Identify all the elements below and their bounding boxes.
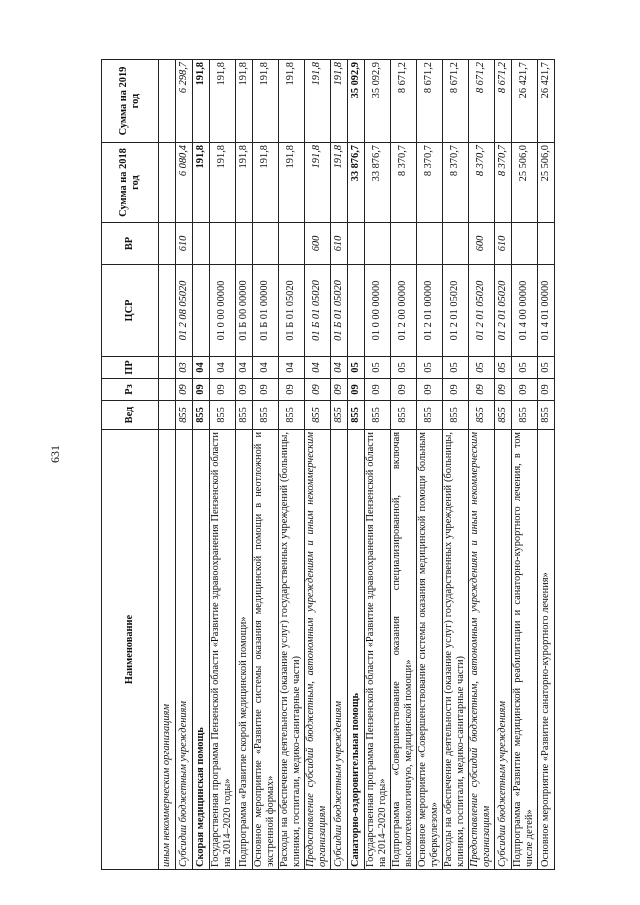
name-cell: Подпрограмма «Развитие скорой медицинской помощи» xyxy=(235,430,252,870)
name-cell: Подпрограмма «Развитие медицинской реабилитации и санаторно-курортного лечения, в том числе детей» xyxy=(511,430,537,870)
table-row xyxy=(193,60,210,870)
name-cell: Государственная программа Пензенской области «Развитие здравоохранения Пензенской области на 2014–2020 годы» xyxy=(364,430,390,870)
table-row xyxy=(511,60,537,870)
pr-cell: 05 xyxy=(416,357,442,379)
csr-cell: 01 0 00 00000 xyxy=(364,265,390,357)
rz-cell: 09 xyxy=(235,379,252,401)
csr-cell: 01 2 01 00000 xyxy=(416,265,442,357)
sum-2018-cell xyxy=(159,143,176,223)
name-cell: Предоставление субсидий бюджетным, автономным учреждениям и иным некоммерческим организациям xyxy=(304,430,330,870)
ved-cell: 855 xyxy=(416,401,442,430)
rz-cell: 09 xyxy=(193,379,210,401)
table-row xyxy=(252,60,278,870)
rz-cell xyxy=(159,379,176,401)
pr-cell: 05 xyxy=(442,357,468,379)
sum-2019-cell: 191,8 xyxy=(210,60,236,143)
sum-2018-cell: 8 370,7 xyxy=(494,143,511,223)
name-cell: Основное мероприятие «Развитие системы оказания медицинской помощи в неотложной и экстренной формах» xyxy=(252,430,278,870)
sum-2019-cell: 191,8 xyxy=(278,60,304,143)
ved-cell: 855 xyxy=(252,401,278,430)
sum-2019-cell: 191,8 xyxy=(304,60,330,143)
rz-cell: 09 xyxy=(252,379,278,401)
name-cell: Подпрограмма «Совершенствование оказания специализированной, включая высокотехнологичную, медицинской помощи» xyxy=(390,430,416,870)
csr-cell: 01 4 01 00000 xyxy=(537,265,554,357)
vr-cell: 600 xyxy=(468,223,494,265)
vr-cell xyxy=(193,223,210,265)
sum-2018-cell: 33 876,7 xyxy=(364,143,390,223)
name-cell: Субсидии бюджетным учреждениям xyxy=(330,430,347,870)
sum-2018-cell: 191,8 xyxy=(278,143,304,223)
ved-cell xyxy=(159,401,176,430)
header-pr: ПР xyxy=(102,357,159,379)
pr-cell: 04 xyxy=(278,357,304,379)
pr-cell: 04 xyxy=(210,357,236,379)
ved-cell: 855 xyxy=(442,401,468,430)
vr-cell xyxy=(537,223,554,265)
ved-cell: 855 xyxy=(176,401,193,430)
pr-cell: 04 xyxy=(304,357,330,379)
table-header-row xyxy=(102,60,159,870)
header-sum-2019: Сумма на 2019 год xyxy=(102,60,159,143)
table-row xyxy=(304,60,330,870)
pr-cell: 05 xyxy=(390,357,416,379)
rz-cell: 09 xyxy=(416,379,442,401)
ved-cell: 855 xyxy=(390,401,416,430)
name-cell: Субсидии бюджетным учреждениям xyxy=(176,430,193,870)
vr-cell xyxy=(511,223,537,265)
vr-cell xyxy=(364,223,390,265)
rz-cell: 09 xyxy=(390,379,416,401)
sum-2019-cell: 191,8 xyxy=(252,60,278,143)
sum-2018-cell: 8 370,7 xyxy=(468,143,494,223)
pr-cell: 05 xyxy=(364,357,390,379)
sum-2019-cell: 26 421,7 xyxy=(537,60,554,143)
rz-cell: 09 xyxy=(278,379,304,401)
ved-cell: 855 xyxy=(364,401,390,430)
table-row xyxy=(347,60,364,870)
pr-cell: 03 xyxy=(176,357,193,379)
pr-cell: 05 xyxy=(347,357,364,379)
sum-2019-cell: 35 092,9 xyxy=(364,60,390,143)
rz-cell: 09 xyxy=(364,379,390,401)
sum-2018-cell: 191,8 xyxy=(210,143,236,223)
vr-cell xyxy=(159,223,176,265)
ved-cell: 855 xyxy=(468,401,494,430)
pr-cell: 04 xyxy=(235,357,252,379)
table-row xyxy=(537,60,554,870)
table-row xyxy=(468,60,494,870)
rz-cell: 09 xyxy=(210,379,236,401)
pr-cell: 05 xyxy=(537,357,554,379)
ved-cell: 855 xyxy=(235,401,252,430)
header-vr: ВР xyxy=(102,223,159,265)
ved-cell: 855 xyxy=(304,401,330,430)
page-number: 631 xyxy=(48,445,62,463)
sum-2018-cell: 33 876,7 xyxy=(347,143,364,223)
sum-2019-cell xyxy=(159,60,176,143)
rz-cell: 09 xyxy=(494,379,511,401)
table-row xyxy=(278,60,304,870)
vr-cell xyxy=(442,223,468,265)
csr-cell: 01 2 01 05020 xyxy=(468,265,494,357)
sum-2019-cell: 8 671,2 xyxy=(468,60,494,143)
ved-cell: 855 xyxy=(210,401,236,430)
table-row xyxy=(442,60,468,870)
sum-2019-cell: 6 298,7 xyxy=(176,60,193,143)
csr-cell xyxy=(193,265,210,357)
vr-cell: 610 xyxy=(176,223,193,265)
rz-cell: 09 xyxy=(347,379,364,401)
pr-cell: 04 xyxy=(330,357,347,379)
name-cell: иным некоммерческим организациям xyxy=(159,430,176,870)
ved-cell: 855 xyxy=(494,401,511,430)
vr-cell xyxy=(390,223,416,265)
table-row xyxy=(210,60,236,870)
csr-cell xyxy=(347,265,364,357)
name-cell: Санаторно-оздоровительная помощь xyxy=(347,430,364,870)
rz-cell: 09 xyxy=(176,379,193,401)
pr-cell: 04 xyxy=(252,357,278,379)
csr-cell: 01 4 00 00000 xyxy=(511,265,537,357)
rz-cell: 09 xyxy=(442,379,468,401)
csr-cell: 01 Б 00 00000 xyxy=(235,265,252,357)
vr-cell xyxy=(235,223,252,265)
sum-2019-cell: 26 421,7 xyxy=(511,60,537,143)
rz-cell: 09 xyxy=(304,379,330,401)
ved-cell: 855 xyxy=(193,401,210,430)
sum-2019-cell: 35 092,9 xyxy=(347,60,364,143)
name-cell: Расходы на обеспечение деятельности (оказание услуг) государственных учреждений (больницы, клиники, госпитали, медико-санитарные части) xyxy=(278,430,304,870)
table-row xyxy=(235,60,252,870)
csr-cell: 01 2 01 05020 xyxy=(494,265,511,357)
sum-2018-cell: 191,8 xyxy=(330,143,347,223)
sum-2019-cell: 191,8 xyxy=(193,60,210,143)
csr-cell: 01 2 01 05020 xyxy=(442,265,468,357)
sum-2019-cell: 8 671,2 xyxy=(416,60,442,143)
vr-cell xyxy=(278,223,304,265)
ved-cell: 855 xyxy=(347,401,364,430)
name-cell: Субсидии бюджетным учреждениям xyxy=(494,430,511,870)
name-cell: Основное мероприятие «Развитие санаторно-курортного лечения» xyxy=(537,430,554,870)
name-cell: Скорая медицинская помощь xyxy=(193,430,210,870)
sum-2018-cell: 191,8 xyxy=(193,143,210,223)
vr-cell: 610 xyxy=(494,223,511,265)
header-name: Наименование xyxy=(102,430,159,870)
ved-cell: 855 xyxy=(511,401,537,430)
sum-2018-cell: 8 370,7 xyxy=(390,143,416,223)
csr-cell: 01 Б 01 00000 xyxy=(252,265,278,357)
vr-cell xyxy=(347,223,364,265)
sum-2018-cell: 191,8 xyxy=(235,143,252,223)
rz-cell: 09 xyxy=(330,379,347,401)
vr-cell xyxy=(252,223,278,265)
header-csr: ЦСР xyxy=(102,265,159,357)
table-row xyxy=(416,60,442,870)
csr-cell xyxy=(159,265,176,357)
table-row xyxy=(159,60,176,870)
pr-cell: 05 xyxy=(511,357,537,379)
sum-2018-cell: 25 506,0 xyxy=(537,143,554,223)
vr-cell xyxy=(210,223,236,265)
table-row xyxy=(330,60,347,870)
ved-cell: 855 xyxy=(537,401,554,430)
csr-cell: 01 2 00 00000 xyxy=(390,265,416,357)
name-cell: Основное мероприятие «Совершенствование системы оказания медицинской помощи больным туберкулезом» xyxy=(416,430,442,870)
sum-2018-cell: 191,8 xyxy=(252,143,278,223)
csr-cell: 01 Б 01 05020 xyxy=(330,265,347,357)
sum-2019-cell: 191,8 xyxy=(235,60,252,143)
pr-cell: 05 xyxy=(468,357,494,379)
sum-2019-cell: 8 671,2 xyxy=(390,60,416,143)
header-rz: Рз xyxy=(102,379,159,401)
table-row xyxy=(390,60,416,870)
sum-2018-cell: 25 506,0 xyxy=(511,143,537,223)
vr-cell: 600 xyxy=(304,223,330,265)
sum-2019-cell: 8 671,2 xyxy=(442,60,468,143)
table-body xyxy=(159,60,555,870)
csr-cell: 01 2 08 05020 xyxy=(176,265,193,357)
rz-cell: 09 xyxy=(468,379,494,401)
csr-cell: 01 Б 01 05020 xyxy=(278,265,304,357)
sum-2018-cell: 191,8 xyxy=(304,143,330,223)
pr-cell: 04 xyxy=(193,357,210,379)
sum-2018-cell: 6 080,4 xyxy=(176,143,193,223)
rotated-table-container xyxy=(101,60,555,870)
name-cell: Расходы на обеспечение деятельности (оказание услуг) государственных учреждений (больницы, клиники, госпитали, медико-санитарные части) xyxy=(442,430,468,870)
sum-2019-cell: 8 671,2 xyxy=(494,60,511,143)
table-row xyxy=(176,60,193,870)
vr-cell xyxy=(416,223,442,265)
table-row xyxy=(364,60,390,870)
sum-2018-cell: 8 370,7 xyxy=(416,143,442,223)
header-ved: Вед xyxy=(102,401,159,430)
pr-cell: 05 xyxy=(494,357,511,379)
csr-cell: 01 0 00 00000 xyxy=(210,265,236,357)
ved-cell: 855 xyxy=(278,401,304,430)
pr-cell xyxy=(159,357,176,379)
csr-cell: 01 Б 01 05020 xyxy=(304,265,330,357)
sum-2018-cell: 8 370,7 xyxy=(442,143,468,223)
budget-table xyxy=(101,59,555,870)
rz-cell: 09 xyxy=(537,379,554,401)
sum-2019-cell: 191,8 xyxy=(330,60,347,143)
name-cell: Государственная программа Пензенской области «Развитие здравоохранения Пензенской области на 2014–2020 годы» xyxy=(210,430,236,870)
vr-cell: 610 xyxy=(330,223,347,265)
ved-cell: 855 xyxy=(330,401,347,430)
table-row xyxy=(494,60,511,870)
name-cell: Предоставление субсидий бюджетным, автономным учреждениям и иным некоммерческим организациям xyxy=(468,430,494,870)
rz-cell: 09 xyxy=(511,379,537,401)
header-sum-2018: Сумма на 2018 год xyxy=(102,143,159,223)
